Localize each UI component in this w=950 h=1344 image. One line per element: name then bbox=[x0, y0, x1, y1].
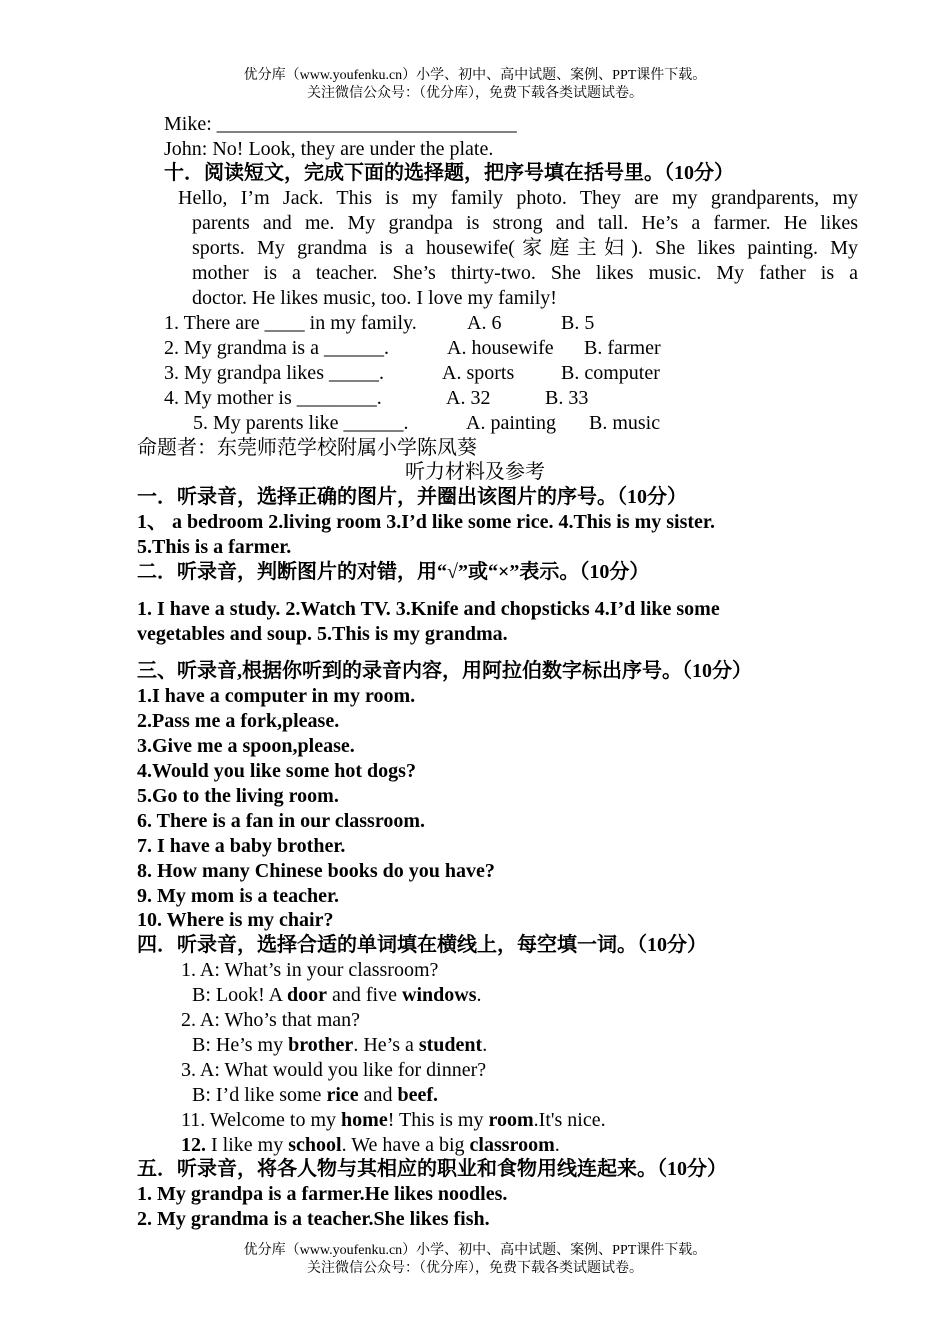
answer-text: B: He’s my bbox=[192, 1034, 289, 1056]
answer-word: room bbox=[488, 1109, 534, 1131]
answer-word: windows bbox=[402, 984, 477, 1006]
answer-text: I like my bbox=[206, 1134, 289, 1156]
part2-answers-line2: vegetables and soup. 5.This is my grandma. bbox=[137, 623, 508, 645]
part4-q2-answer bbox=[192, 1033, 487, 1058]
option-a: A. 32 bbox=[446, 387, 491, 409]
answer-text: . He’s a bbox=[353, 1034, 419, 1056]
option-b: B. computer bbox=[561, 362, 660, 384]
list-item: 4.Would you like some hot dogs? bbox=[137, 760, 416, 782]
passage-line: sports. My grandma is a housewife(家庭主妇). She likes painting. My bbox=[192, 237, 858, 259]
option-b: B. farmer bbox=[584, 337, 661, 359]
answer-text: 11. Welcome to my bbox=[181, 1109, 342, 1131]
option-b: B. 5 bbox=[561, 312, 595, 334]
list-item: 1.I have a computer in my room. bbox=[137, 685, 416, 707]
part1-title: 一．听录音，选择正确的图片，并圈出该图片的序号。（10分） bbox=[137, 486, 687, 508]
header-line-2: 关注微信公众号：（优分库），免费下载各类试题试卷。 bbox=[307, 86, 643, 101]
question-text: 4. My mother is ________. bbox=[164, 387, 382, 409]
list-item: 2.Pass me a fork,please. bbox=[137, 710, 340, 732]
footer-line-2: 关注微信公众号：（优分库），免费下载各类试题试卷。 bbox=[307, 1261, 643, 1276]
part4-q11 bbox=[181, 1108, 606, 1133]
list-item: 10. Where is my chair? bbox=[137, 909, 334, 931]
part4-q3-question: 3. A: What would you like for dinner? bbox=[181, 1059, 487, 1081]
answer-word: student bbox=[418, 1034, 483, 1056]
answer-text: and bbox=[358, 1084, 398, 1106]
answer-word: home bbox=[341, 1109, 388, 1131]
answer-word: rice bbox=[326, 1084, 359, 1106]
passage-line: doctor. He likes music, too. I love my family! bbox=[192, 287, 557, 309]
footer-line-1: 优分库（www.youfenku.cn）小学、初中、高中试题、案例、PPT课件下载。 bbox=[243, 1243, 707, 1258]
passage-line: mother is a teacher. She’s thirty-two. She likes music. My father is a bbox=[192, 262, 858, 284]
part4-q12 bbox=[181, 1133, 560, 1158]
answer-word: door bbox=[287, 984, 328, 1006]
dialogue-john: John: No! Look, they are under the plate. bbox=[164, 138, 494, 160]
part4-q2-question: 2. A: Who’s that man? bbox=[181, 1009, 361, 1031]
part1-answers-line2: 5.This is a farmer. bbox=[137, 536, 292, 558]
answer-text: . bbox=[482, 1034, 488, 1056]
part2-answers-line1: 1. I have a study. 2.Watch TV. 3.Knife and chopsticks 4.I’d like some bbox=[137, 598, 720, 620]
option-a: A. painting bbox=[466, 412, 556, 434]
listening-title: 听力材料及参考 bbox=[405, 461, 545, 483]
answer-word: beef. bbox=[397, 1084, 439, 1106]
list-item: 6. There is a fan in our classroom. bbox=[137, 810, 425, 832]
question-text: 2. My grandma is a ______. bbox=[164, 337, 389, 359]
part4-q3-answer bbox=[192, 1083, 438, 1108]
answer-word: classroom bbox=[469, 1134, 555, 1156]
answer-word: brother bbox=[288, 1034, 354, 1056]
list-item: 3.Give me a spoon,please. bbox=[137, 735, 355, 757]
passage-line: Hello, I’m Jack. This is my family photo. They are my grandparents, my bbox=[178, 187, 858, 209]
answer-word: school bbox=[288, 1134, 342, 1156]
question-text: 3. My grandpa likes _____. bbox=[164, 362, 384, 384]
passage-line: parents and me. My grandpa is strong and tall. He’s a farmer. He likes bbox=[192, 212, 858, 234]
part3-title: 三、听录音,根据你听到的录音内容，用阿拉伯数字标出序号。（10分） bbox=[137, 660, 752, 682]
part4-title: 四．听录音，选择合适的单词填在横线上，每空填一词。（10分） bbox=[137, 934, 707, 956]
header-line-1: 优分库（www.youfenku.cn）小学、初中、高中试题、案例、PPT课件下载。 bbox=[243, 68, 707, 83]
list-item: 8. How many Chinese books do you have? bbox=[137, 860, 495, 882]
answer-text: B: I’d like some bbox=[192, 1084, 327, 1106]
part2-title: 二．听录音，判断图片的对错，用“√”或“×”表示。（10分） bbox=[137, 561, 650, 583]
list-item: 5.Go to the living room. bbox=[137, 785, 339, 807]
option-a: A. 6 bbox=[467, 312, 502, 334]
part5-title: 五．听录音，将各人物与其相应的职业和食物用线连起来。（10分） bbox=[137, 1158, 727, 1180]
dialogue-mike: Mike: ______________________________ bbox=[164, 113, 517, 135]
option-b: B. 33 bbox=[545, 387, 589, 409]
answer-number: 12. bbox=[181, 1134, 206, 1156]
question-text: 5. My parents like ______. bbox=[193, 412, 409, 434]
part4-q1-answer bbox=[192, 983, 481, 1008]
author-line: 命题者：东莞师范学校附属小学陈凤葵 bbox=[137, 437, 477, 459]
section10-title: 十．阅读短文，完成下面的选择题，把序号填在括号里。（10分） bbox=[164, 162, 734, 184]
list-item: 7. I have a baby brother. bbox=[137, 835, 346, 857]
answer-text: and five bbox=[327, 984, 402, 1006]
answer-text: . We have a big bbox=[341, 1134, 470, 1156]
list-item: 9. My mom is a teacher. bbox=[137, 885, 339, 907]
part4-q1-question: 1. A: What’s in your classroom? bbox=[181, 959, 439, 981]
question-text: 1. There are ____ in my family. bbox=[164, 312, 417, 334]
answer-text: . bbox=[476, 984, 482, 1006]
option-a: A. housewife bbox=[447, 337, 554, 359]
part1-answers-line1: 1、 a bedroom 2.living room 3.I’d like some rice. 4.This is my sister. bbox=[137, 511, 715, 533]
list-item: 1. My grandpa is a farmer.He likes noodles. bbox=[137, 1183, 508, 1205]
option-a: A. sports bbox=[442, 362, 515, 384]
answer-text: B: Look! A bbox=[192, 984, 288, 1006]
answer-text: . bbox=[554, 1134, 560, 1156]
answer-text: .It's nice. bbox=[533, 1109, 606, 1131]
option-b: B. music bbox=[589, 412, 661, 434]
list-item: 2. My grandma is a teacher.She likes fish. bbox=[137, 1208, 490, 1230]
answer-text: ! This is my bbox=[387, 1109, 489, 1131]
